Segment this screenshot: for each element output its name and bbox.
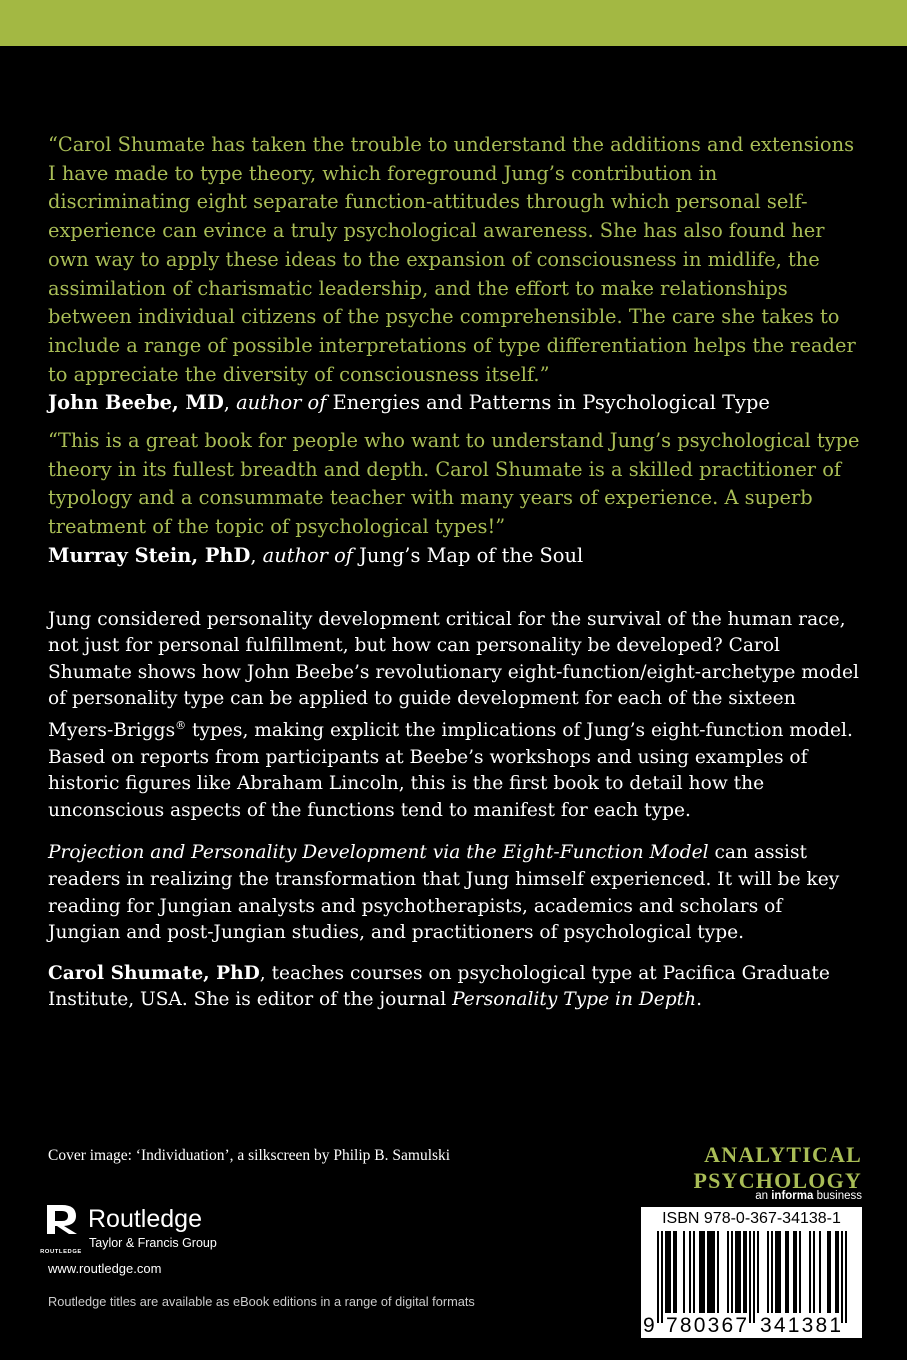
barcode-bar bbox=[669, 1231, 671, 1313]
barcode-bar bbox=[683, 1231, 685, 1313]
isbn-left-group: 780367 bbox=[666, 1314, 750, 1337]
barcode-bar bbox=[701, 1231, 703, 1313]
cover-image-credit: Cover image: ‘Individuation’, a silkscreen by Philip B. Samulski bbox=[48, 1147, 451, 1164]
barcode-bar bbox=[809, 1231, 811, 1313]
author-name: Carol Shumate, PhD bbox=[48, 962, 260, 984]
barcode-bar bbox=[709, 1231, 711, 1313]
barcode-bar bbox=[785, 1231, 787, 1313]
barcode-bar bbox=[737, 1231, 739, 1313]
endorser-role: author of bbox=[236, 391, 327, 415]
barcode-bar bbox=[661, 1231, 663, 1323]
barcode-bar bbox=[827, 1231, 829, 1313]
barcode-bar bbox=[689, 1231, 691, 1313]
journal-title: Personality Type in Depth bbox=[452, 989, 697, 1011]
barcode-bar bbox=[667, 1231, 669, 1313]
registered-mark: ® bbox=[175, 718, 187, 732]
publisher-group: Taylor & Francis Group bbox=[89, 1236, 217, 1250]
endorsement-quote-beebe: “Carol Shumate has taken the trouble to understand the additions and extensions I have made to type theory, which foreground Jung’s contribution in discriminating eight separate function-attitudes through which personal self-experience can evince a truly psychological awareness. She has also found her own way to apply these ideas to the expansion of consciousness in midlife, the assimilation of charismatic leadership, and the effort to make relationships between individual citizens of the psyche comprehensible. The care she takes to include a range of possible interpretations of type differentiation helps the reader to appreciate the diversity of consciousness itself.” bbox=[48, 133, 856, 386]
barcode-bar bbox=[699, 1231, 701, 1313]
ebook-note: Routledge titles are available as eBook editions in a range of digital formats bbox=[48, 1294, 475, 1309]
endorser-role: author of bbox=[262, 543, 353, 567]
barcode-bar bbox=[731, 1231, 733, 1313]
barcode-bar bbox=[753, 1231, 755, 1323]
barcode-bar bbox=[735, 1231, 737, 1313]
barcode-bar bbox=[799, 1231, 801, 1313]
barcode-bar bbox=[771, 1231, 773, 1313]
endorser-book: Jung’s Map of the Soul bbox=[359, 543, 584, 567]
isbn-barcode bbox=[641, 1207, 862, 1338]
author-bio: Carol Shumate, PhD, teaches courses on psychological type at Pacifica Graduate Institute, USA. She is editor of the journal Personality Type in Depth. bbox=[48, 962, 830, 1011]
barcode-bar bbox=[739, 1231, 741, 1313]
barcode-bar bbox=[743, 1231, 745, 1313]
barcode-bar bbox=[693, 1231, 695, 1313]
barcode-bar bbox=[837, 1231, 839, 1313]
barcode-bar bbox=[745, 1231, 747, 1313]
publisher-name: Routledge bbox=[88, 1205, 202, 1233]
isbn-label: ISBN 978-0-367-34138-1 bbox=[662, 1210, 841, 1227]
routledge-logo-icon bbox=[40, 1203, 82, 1255]
back-cover-text bbox=[48, 131, 860, 1014]
barcode-bar bbox=[707, 1231, 709, 1313]
barcode-bar bbox=[749, 1231, 751, 1323]
svg-text:ROUTLEDGE: ROUTLEDGE bbox=[40, 1249, 82, 1255]
barcode-bar bbox=[775, 1231, 777, 1313]
barcode-bar bbox=[767, 1231, 769, 1313]
informa-business-label: an informa business bbox=[755, 1190, 862, 1202]
routledge-logo bbox=[40, 1203, 264, 1255]
barcode-bar bbox=[713, 1231, 715, 1313]
series-label: ANALYTICAL PSYCHOLOGY bbox=[693, 1142, 862, 1193]
endorser-name: Murray Stein, PhD bbox=[48, 543, 251, 567]
isbn-first-digit: 9 bbox=[643, 1314, 655, 1337]
endorsement-attribution-beebe: John Beebe, MD, author of Energies and Patterns in Psychological Type bbox=[48, 391, 770, 415]
barcode-bar bbox=[819, 1231, 821, 1313]
publisher-website[interactable]: www.routledge.com bbox=[48, 1261, 162, 1276]
barcode-bar bbox=[835, 1231, 837, 1313]
top-color-band bbox=[0, 0, 907, 46]
barcode-bar bbox=[795, 1231, 797, 1313]
barcode-bar bbox=[757, 1231, 759, 1313]
barcode-bar bbox=[813, 1231, 815, 1313]
barcode-bar bbox=[717, 1231, 719, 1313]
barcode-bar bbox=[665, 1231, 667, 1313]
barcode-bar bbox=[829, 1231, 831, 1313]
endorsement-attribution-stein: Murray Stein, PhD, author of Jung’s Map of the Soul bbox=[48, 543, 584, 567]
description-paragraph-2: Projection and Personality Development via the Eight-Function Model can assist readers in realizing the transformation that Jung himself experienced. It will be key reading for Jungian analysts and psychotherapists, academics and scholars of Jungian and post-Jungian studies, and practitioners of psychological type. bbox=[48, 842, 840, 944]
endorsement-quote-stein: “This is a great book for people who want to understand Jung’s psychological type theory in its fullest breadth and depth. Carol Shumate is a skilled practitioner of typology and a consummate teacher with many years of experience. A superb treatment of the topic of psychological types!” bbox=[48, 429, 860, 539]
isbn-right-group: 341381 bbox=[760, 1314, 844, 1337]
barcode-bar bbox=[793, 1231, 795, 1313]
endorser-name: John Beebe, MD bbox=[48, 391, 224, 415]
barcode-bar bbox=[779, 1231, 781, 1313]
barcode-bar bbox=[675, 1231, 677, 1313]
barcode-bar bbox=[841, 1231, 843, 1323]
description-paragraph-1: Jung considered personality development critical for the survival of the human race, not just for personal fulfillment, but how can personality be developed? Carol Shumate shows how John Beebe’s revolutionary eight-function/eight-archetype model of personality type can be applied to guide development for each of the sixteen Myers-Briggs® types, making explicit the implications of Jung’s eight-function model. Based on reports from participants at Beebe’s workshops and using examples of historic figures like Abraham Lincoln, this is the first book to detail how the unconscious aspects of the functions tend to manifest for each type. bbox=[48, 608, 859, 821]
barcode-bar bbox=[727, 1231, 729, 1313]
barcode-bar bbox=[657, 1231, 659, 1323]
barcode-bar bbox=[703, 1231, 705, 1313]
barcode-bar bbox=[673, 1231, 675, 1313]
endorser-book: Energies and Patterns in Psychological Type bbox=[332, 391, 770, 415]
barcode-bar bbox=[777, 1231, 779, 1313]
barcode-bar bbox=[787, 1231, 789, 1313]
barcode-bar bbox=[711, 1231, 713, 1313]
book-title: Projection and Personality Development via the Eight-Function Model bbox=[48, 842, 709, 864]
barcode-bar bbox=[845, 1231, 847, 1323]
